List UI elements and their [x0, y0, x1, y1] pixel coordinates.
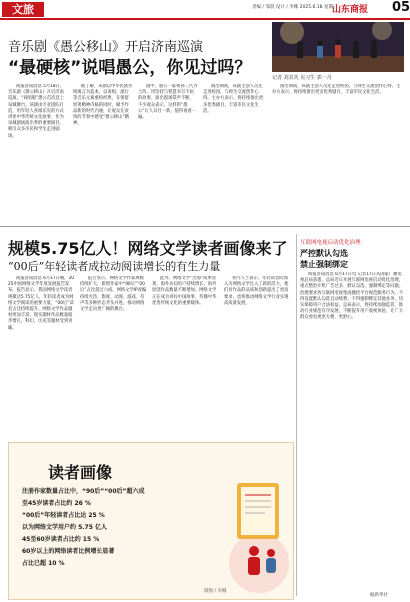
article1-side-text: 演出期间，该剧主创人员还走进校园，与师生交流创作心得。主办方表示，将持续推出更多优秀剧目，丰富市民文化生活。: [272, 84, 401, 96]
article1-col1: 商报济南消息 5月18日，音乐剧《愚公移山》开启济南巡演，“说唱版”愚公首次登上泉城舞台。该剧由专业团队打造，用年轻人喜闻乐见的方式讲述中华传统文化故事，作为泉城剧场演出季的重要剧目，吸引众多市民和学生走进剧场。: [8, 84, 65, 139]
infographic-credit: 制图 / 李娜: [204, 589, 227, 594]
article2-col1: 商报济南消息 6月17日晚，2025中国网络文学年度发展报告发布，报告显示，我国网络文学读者规模达5.75亿人，年轻读者成为网络文学阅读的重要力量，“00后”读者占比持续提升。网络文学作品题材更加丰富，现实题材作品数量稳步增长，科幻、历史等题材受到青睐。: [8, 276, 75, 331]
article2-title: 规模5.75亿人！网络文学读者画像来了: [8, 239, 288, 258]
musical-stage-photo: [272, 22, 404, 72]
article1-col2: 据了解，该剧以中华民族传统寓言为蓝本，以说唱、流行等音乐元素重构经典，在保留原著精神内核的同时，赋予作品新的时代内涵，让观众在欢快的节奏中感受“愚公移山”精神。: [73, 84, 133, 127]
infographic-line-5: 45至60岁读者占比约 15 %: [22, 536, 100, 543]
infographic-line-2: 至45岁读者占比约 26 %: [22, 500, 91, 507]
column-divider: [296, 234, 297, 596]
article1-byline: 记者 刘其英 见习生 郭一丹: [272, 75, 332, 81]
article2-col3: 此外，网络文学“出海”成果显著，海外访问用户持续增长，海外原创作品数量不断增加。网络文学正在成为讲好中国故事、传播中华优秀传统文化的重要载体。: [152, 276, 217, 306]
article2-col2: 报告显示，网络文学作家规模持续扩大，新增作家中“90后”“00后”占比超过六成。网络文学IP改编持续火热，影视、动漫、游戏、有声等多种形态齐头并进，推动网络文学走向更广阔的舞台。: [80, 276, 147, 313]
infographic-line-1: 注册作家数量占比中，“90后”“00后”超六成: [22, 488, 145, 495]
newspaper-name: 山东商报: [332, 5, 369, 15]
article3-title-line1: 严控默认勾选: [300, 249, 348, 258]
article2-col4: 业内人士表示，年轻读者的加入为网络文学注入了新的活力，他们对作品的品质和创新提出了更高要求，也将推动网络文学行业实现高质量发展。: [224, 276, 289, 306]
article3-source: 据新华社: [370, 593, 388, 598]
infographic-line-7: 占比已超 10 %: [22, 560, 65, 567]
article3-kicker: 互联网电视启动优化治理：: [300, 240, 367, 246]
article1-headline: “最硬核”说唱愚公，你见过吗？: [8, 58, 252, 78]
section-divider: [0, 226, 410, 227]
infographic-title: 读者画像: [48, 463, 113, 482]
page-number: 05: [392, 0, 410, 15]
article3-title-line2: 禁止强制绑定: [300, 260, 348, 269]
page-header: [0, 0, 410, 18]
header-rule: [0, 18, 410, 20]
section-label: 文旅: [2, 2, 44, 17]
edition-meta: 责编 / 邹晨 设计 / 李娜 2025.6.18 星期三: [252, 5, 338, 10]
article3-body: 商报济南消息 6月17日电 记者17日从国家广播电视总局获悉，总局近日开展互联网电视启动优化治理，重点整治开机广告过多、默认勾选、强制绑定等问题。治理要求各互联网电视集成播控平台规范服务行为，不得设置默认勾选自动续费，不得强制绑定其他业务，切实保障用户合法权益。总局表示，将持续加强监管，推动行业规范有序发展，不断提升用户收视体验，让广大群众看电视更方便、更舒心。: [300, 272, 404, 321]
article1-col4: 演出期间，该剧主创人员还走进校园，与师生交流创作心得。主办方表示，将持续推出更多优秀剧目，丰富市民文化生活。: [203, 84, 264, 114]
article1-title: 音乐剧《愚公移山》开启济南巡演: [8, 40, 204, 55]
article1-col3: 剧中，愚公一家祖孙三代齐上阵，用坚持与智慧书写不屈的故事。演出现场掌声不断，不少观众表示，这样的“愚公”让人耳目一新，值得再看一遍。: [138, 84, 198, 121]
infographic-line-4: 以为网络文学用户约 5.75 亿人: [22, 524, 107, 531]
infographic-line-3: “00后”年轻读者占比达 25 %: [22, 512, 105, 519]
article2-subtitle: “00后”年轻读者成拉动阅读增长的有生力量: [8, 260, 221, 273]
infographic-line-6: 60岁以上的网络读者比例增长显著: [22, 548, 115, 555]
